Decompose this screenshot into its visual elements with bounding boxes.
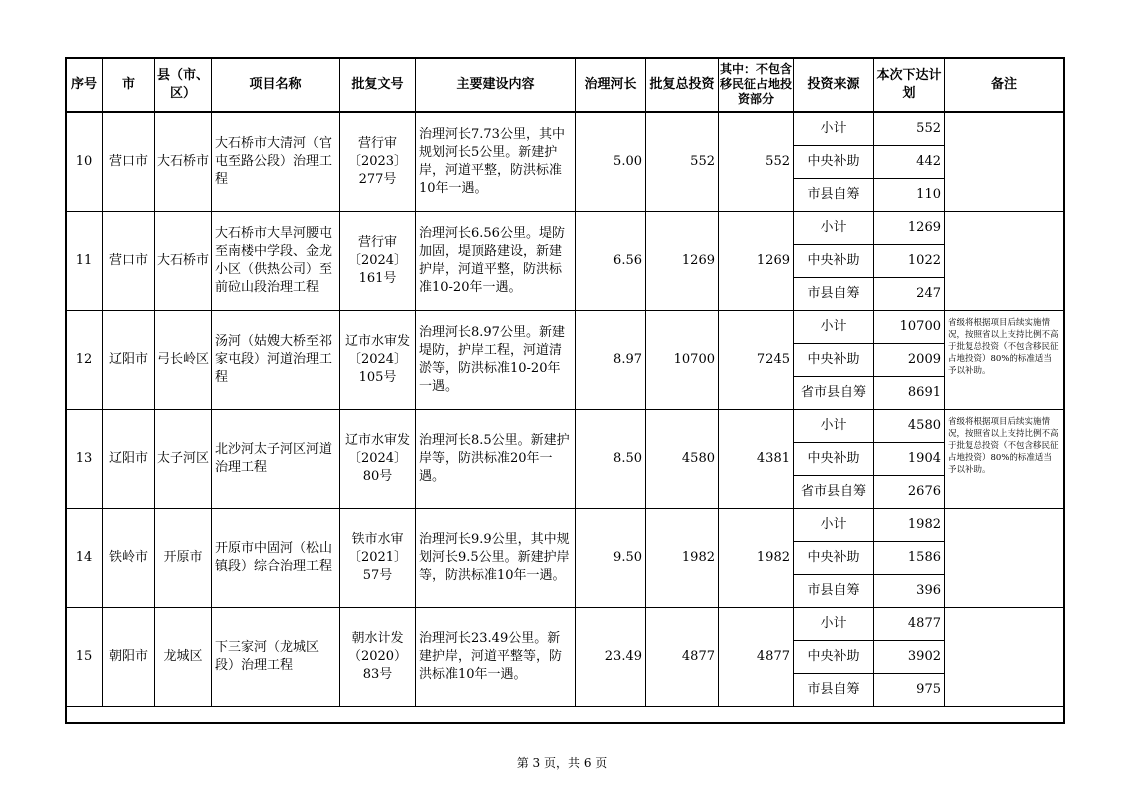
cell-source-value: 1904: [874, 443, 945, 476]
cell-length: 8.97: [576, 311, 646, 410]
cell-county: 开原市: [155, 509, 212, 608]
cell-remark: 省级将根据项目后续实施情况，按照省以上支持比例不高于批复总投资（不包含移民征占地投资）80%的标准适当予以补助。: [945, 410, 1064, 509]
cell-content: 治理河长6.56公里。堤防加固，堤顶路建设，新建护岸，河道平整，防洪标准10-20年一遇。: [416, 212, 576, 311]
cell-excl: 1982: [719, 509, 794, 608]
cell-city: 营口市: [103, 212, 155, 311]
cell-source-name: 小计: [794, 112, 874, 146]
cell-source-name: 中央补助: [794, 245, 874, 278]
cell-total: 4877: [646, 608, 719, 707]
project-table: [65, 57, 1064, 707]
cell-approval: 营行审〔2023〕277号: [340, 112, 416, 212]
table-row: [66, 509, 1064, 542]
header-project: 项目名称: [212, 58, 340, 113]
cell-county: 大石桥市: [155, 112, 212, 212]
cell-total: 552: [646, 112, 719, 212]
cell-remark: [945, 509, 1064, 608]
cell-length: 5.00: [576, 112, 646, 212]
cell-approval: 铁市水审〔2021〕57号: [340, 509, 416, 608]
cell-source-value: 247: [874, 278, 945, 311]
cell-approval: 辽市水审发〔2024〕105号: [340, 311, 416, 410]
cell-length: 6.56: [576, 212, 646, 311]
cell-total: 1982: [646, 509, 719, 608]
header-county: 县（市、区）: [155, 58, 212, 113]
cell-source-value: 975: [874, 674, 945, 707]
cell-length: 23.49: [576, 608, 646, 707]
header-length: 治理河长: [576, 58, 646, 113]
cell-approval: 营行审〔2024〕161号: [340, 212, 416, 311]
header-plan: 本次下达计划: [874, 58, 945, 113]
cell-source-name: 中央补助: [794, 146, 874, 179]
header-city: 市: [103, 58, 155, 113]
header-excl-invest: 其中：不包含移民征占地投资部分: [719, 58, 794, 113]
cell-source-name: 小计: [794, 509, 874, 542]
cell-remark: 省级将根据项目后续实施情况，按照省以上支持比例不高于批复总投资（不包含移民征占地投资）80%的标准适当予以补助。: [945, 311, 1064, 410]
cell-seq: 14: [66, 509, 103, 608]
cell-source-name: 市县自筹: [794, 575, 874, 608]
cell-source-value: 396: [874, 575, 945, 608]
cell-length: 9.50: [576, 509, 646, 608]
cell-source-name: 小计: [794, 410, 874, 443]
cell-approval: 辽市水审发〔2024〕80号: [340, 410, 416, 509]
cell-county: 太子河区: [155, 410, 212, 509]
cell-source-value: 3902: [874, 641, 945, 674]
cell-source-name: 市县自筹: [794, 179, 874, 212]
header-row: [66, 58, 1064, 113]
cell-source-value: 4877: [874, 608, 945, 641]
cell-seq: 11: [66, 212, 103, 311]
cell-total: 1269: [646, 212, 719, 311]
header-content: 主要建设内容: [416, 58, 576, 113]
cell-source-value: 2009: [874, 344, 945, 377]
cell-city: 营口市: [103, 112, 155, 212]
cell-content: 治理河长23.49公里。新建护岸，河道平整等，防洪标准10年一遇。: [416, 608, 576, 707]
header-approval: 批复文号: [340, 58, 416, 113]
table-row: [66, 608, 1064, 641]
cell-project: 北沙河太子河区河道治理工程: [212, 410, 340, 509]
cell-county: 大石桥市: [155, 212, 212, 311]
cell-remark: [945, 112, 1064, 212]
cell-source-name: 中央补助: [794, 542, 874, 575]
cell-project: 大石桥市大旱河腰屯至南楼中学段、金龙小区（供热公司）至前砬山段治理工程: [212, 212, 340, 311]
cell-city: 朝阳市: [103, 608, 155, 707]
cell-content: 治理河长8.97公里。新建堤防，护岸工程，河道清淤等，防洪标准10-20年一遇。: [416, 311, 576, 410]
cell-excl: 4877: [719, 608, 794, 707]
cell-source-name: 小计: [794, 311, 874, 344]
cell-source-value: 4580: [874, 410, 945, 443]
table-row: [66, 311, 1064, 344]
cell-content: 治理河长8.5公里。新建护岸等，防洪标准20年一遇。: [416, 410, 576, 509]
page-footer: 第 3 页，共 6 页: [516, 756, 608, 770]
table-row: [66, 212, 1064, 245]
cell-excl: 1269: [719, 212, 794, 311]
cell-total: 4580: [646, 410, 719, 509]
cell-source-name: 市县自筹: [794, 674, 874, 707]
cell-remark: [945, 212, 1064, 311]
cell-county: 弓长岭区: [155, 311, 212, 410]
cell-source-name: 小计: [794, 608, 874, 641]
cell-length: 8.50: [576, 410, 646, 509]
cell-approval: 朝水计发（2020）83号: [340, 608, 416, 707]
header-total-invest: 批复总投资: [646, 58, 719, 113]
cell-excl: 7245: [719, 311, 794, 410]
cell-source-value: 1982: [874, 509, 945, 542]
cell-project: 大石桥市大清河（官屯至路公段）治理工程: [212, 112, 340, 212]
cell-content: 治理河长9.9公里，其中规划河长9.5公里。新建护岸等，防洪标准10年一遇。: [416, 509, 576, 608]
cell-city: 辽阳市: [103, 311, 155, 410]
cell-source-value: 442: [874, 146, 945, 179]
cell-city: 辽阳市: [103, 410, 155, 509]
cell-source-value: 1586: [874, 542, 945, 575]
cell-total: 10700: [646, 311, 719, 410]
header-source: 投资来源: [794, 58, 874, 113]
header-seq: 序号: [66, 58, 103, 113]
cell-source-value: 552: [874, 112, 945, 146]
table-row: [66, 410, 1064, 443]
cell-seq: 10: [66, 112, 103, 212]
table-row: [66, 112, 1064, 146]
cell-source-value: 10700: [874, 311, 945, 344]
cell-source-value: 1269: [874, 212, 945, 245]
cell-source-name: 中央补助: [794, 344, 874, 377]
cell-source-name: 省市县自筹: [794, 476, 874, 509]
cell-project: 汤河（姑嫂大桥至祁家屯段）河道治理工程: [212, 311, 340, 410]
cell-city: 铁岭市: [103, 509, 155, 608]
cell-source-value: 1022: [874, 245, 945, 278]
cell-seq: 12: [66, 311, 103, 410]
cell-source-name: 市县自筹: [794, 278, 874, 311]
cell-source-value: 110: [874, 179, 945, 212]
cell-excl: 4381: [719, 410, 794, 509]
cell-project: 开原市中固河（松山镇段）综合治理工程: [212, 509, 340, 608]
cell-county: 龙城区: [155, 608, 212, 707]
cell-source-name: 中央补助: [794, 641, 874, 674]
cell-source-name: 省市县自筹: [794, 377, 874, 410]
cell-source-name: 小计: [794, 212, 874, 245]
header-remark: 备注: [945, 58, 1064, 113]
cell-project: 下三家河（龙城区段）治理工程: [212, 608, 340, 707]
cell-seq: 15: [66, 608, 103, 707]
cell-seq: 13: [66, 410, 103, 509]
cell-excl: 552: [719, 112, 794, 212]
cell-source-value: 2676: [874, 476, 945, 509]
cell-content: 治理河长7.73公里，其中规划河长5公里。新建护岸，河道平整，防洪标准10年一遇。: [416, 112, 576, 212]
cell-source-name: 中央补助: [794, 443, 874, 476]
cell-remark: [945, 608, 1064, 707]
cell-source-value: 8691: [874, 377, 945, 410]
